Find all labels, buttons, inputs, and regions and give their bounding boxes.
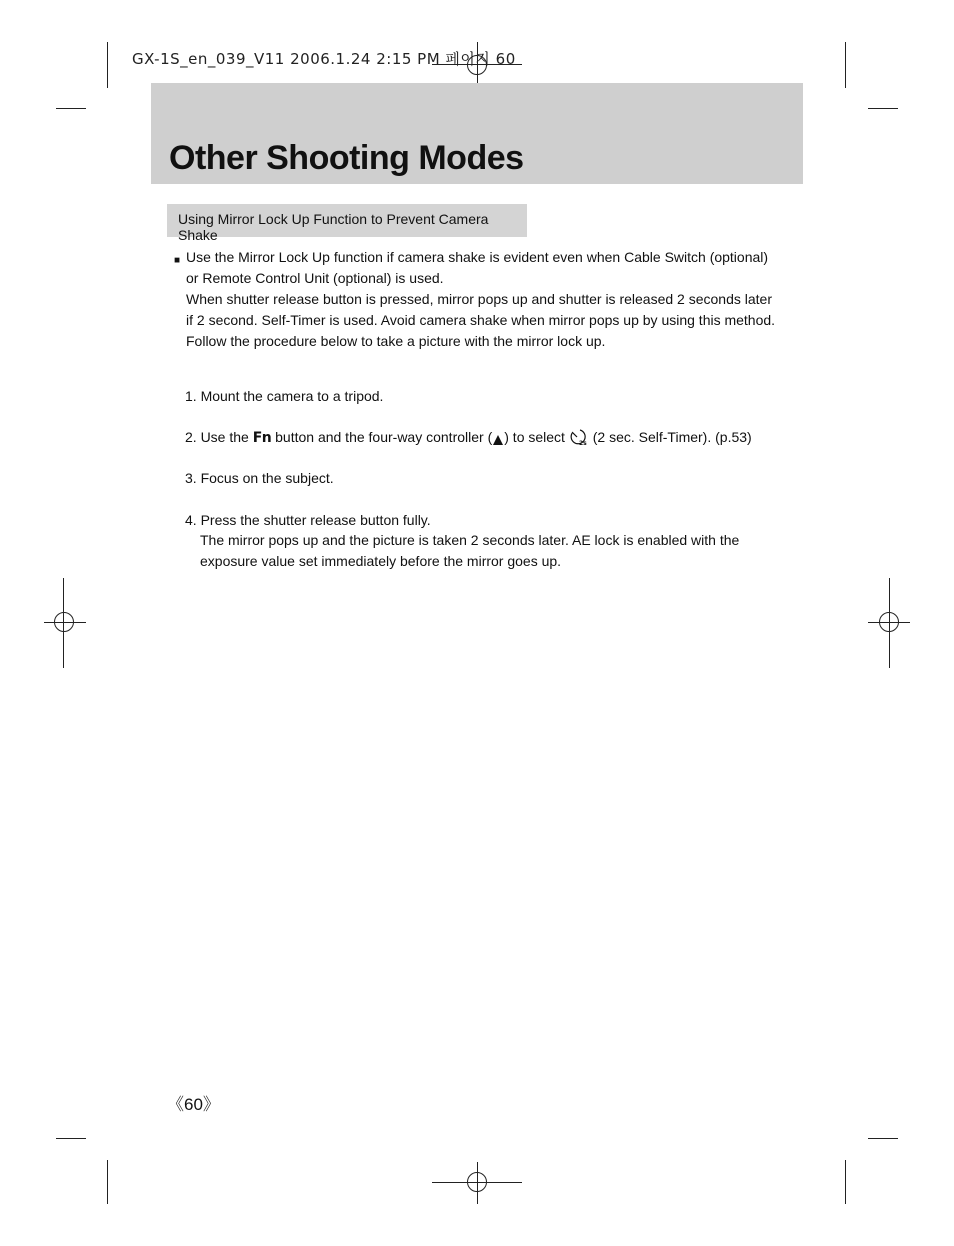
square-bullet-icon: ■ <box>174 255 181 266</box>
step-1: 1. Mount the camera to a tripod. <box>185 388 384 404</box>
crop-mark <box>107 1160 108 1204</box>
registration-circle <box>467 1172 487 1192</box>
crop-mark <box>868 1138 898 1139</box>
crop-mark <box>56 1138 86 1139</box>
step-2-text: (2 sec. Self-Timer). (p.53) <box>588 429 752 445</box>
step-2-text: ) to select <box>504 429 569 445</box>
intro-paragraph: Use the Mirror Lock Up function if camera shake is evident even when Cable Switch (optional) or Remote Control Unit (optional) is used. <box>186 249 769 286</box>
crop-mark <box>56 108 86 109</box>
registration-circle <box>879 612 899 632</box>
crop-mark <box>107 42 108 88</box>
step-2-text: 2. Use the <box>185 429 253 445</box>
section-label: Using Mirror Lock Up Function to Prevent Camera Shake <box>167 204 527 237</box>
crop-mark <box>868 108 898 109</box>
intro-text <box>174 247 780 352</box>
step-2-text: button and the four-way controller ( <box>271 429 493 445</box>
step-4: 4. Press the shutter release button fully. <box>185 512 431 528</box>
print-header: GX-1S_en_039_V11 2006.1.24 2:15 PM 페이지 60 <box>132 50 516 68</box>
svg-text:2s: 2s <box>578 440 587 446</box>
crop-mark <box>845 42 846 88</box>
fn-button-label: Fn <box>252 430 272 446</box>
page-number: 《60》 <box>167 1095 220 1114</box>
step-4-detail: The mirror pops up and the picture is taken 2 seconds later. AE lock is enabled with the exposure value set immediately before the mirror goes up. <box>200 532 740 569</box>
step-3: 3. Focus on the subject. <box>185 470 334 486</box>
step-2 <box>185 427 752 452</box>
title-band <box>151 83 803 184</box>
self-timer-2s-icon <box>569 428 589 452</box>
intro-paragraph: When shutter release button is pressed, mirror pops up and shutter is released 2 seconds later if 2 second. Self-Timer is used. Avoid camera shake when mirror pops up by using this method. Follow the procedure below to take a picture with the mirror lock up. <box>186 291 776 349</box>
triangle-up-icon <box>492 431 504 452</box>
page-title: Other Shooting Modes <box>169 139 524 177</box>
registration-circle <box>54 612 74 632</box>
crop-mark <box>845 1160 846 1204</box>
